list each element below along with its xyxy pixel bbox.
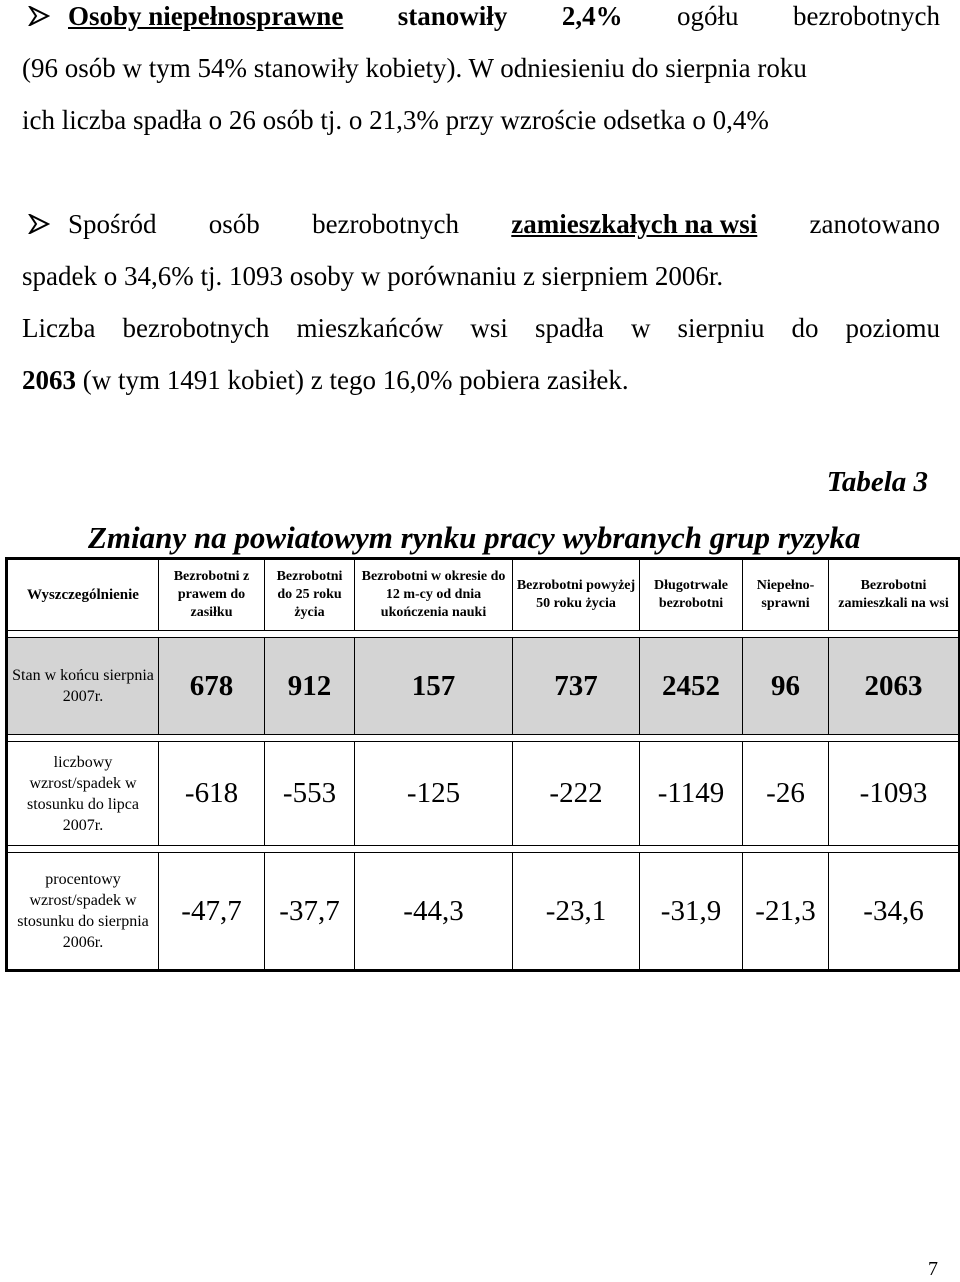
table-row (7, 742, 960, 846)
table-label: Tabela 3 (826, 466, 928, 498)
paragraph2-line1 (22, 198, 940, 250)
row-label: Stan w końcu sierpnia 2007r. (7, 638, 159, 735)
paragraph-rural-residents (22, 198, 940, 406)
table-cell: 96 (743, 638, 829, 735)
word: ogółu (677, 1, 739, 31)
table-cell: 2452 (640, 638, 743, 735)
page-number: 7 (928, 1258, 938, 1280)
table-header-cell: Niepełno-sprawni (743, 559, 829, 631)
table-header-row (7, 559, 960, 631)
table-cell: -26 (743, 742, 829, 846)
table-header-cell: Bezrobotni w okresie do 12 m-cy od dnia ukończenia nauki (355, 559, 513, 631)
table-cell: -47,7 (159, 853, 265, 971)
table-cell: -125 (355, 742, 513, 846)
table-header-cell: Bezrobotni z prawem do zasiłku (159, 559, 265, 631)
table-spacer-row (7, 735, 960, 742)
row-label: liczbowy wzrost/spadek w stosunku do lipca 2007r. (7, 742, 159, 846)
table-cell: 2063 (829, 638, 960, 735)
table-cell: -222 (513, 742, 640, 846)
word: osób (208, 209, 260, 239)
rural-count: 2063 (22, 365, 76, 395)
table-cell: -34,6 (829, 853, 960, 971)
table-header-cell: Wyszczególnienie (7, 559, 159, 631)
table-header-cell: Bezrobotni do 25 roku życia (265, 559, 355, 631)
paragraph2-line2: spadek o 34,6% tj. 1093 osoby w porównaniu z sierpniem 2006r. (22, 261, 724, 291)
paragraph2-line4 (22, 354, 940, 406)
word: Spośród (68, 209, 157, 239)
table-cell: 737 (513, 638, 640, 735)
word: bezrobotnych (793, 1, 940, 31)
paragraph2-line3-text: Liczba bezrobotnych mieszkańców wsi spadła w sierpniu do poziomu (22, 313, 940, 343)
table-cell: 912 (265, 638, 355, 735)
table-cell: -37,7 (265, 853, 355, 971)
arrowhead-bullet-icon (28, 198, 68, 250)
percent-share: 2,4% (561, 1, 623, 31)
table-cell: -1149 (640, 742, 743, 846)
table-cell: -553 (265, 742, 355, 846)
table-spacer-row (7, 846, 960, 853)
highlight-rural-residents: zamieszkałych na wsi (511, 209, 758, 239)
word: bezrobotnych (312, 209, 460, 239)
table-cell: 157 (355, 638, 513, 735)
table-title: Zmiany na powiatowym rynku pracy wybranych grup ryzyka (88, 520, 861, 555)
table-header-cell: Długotrwale bezrobotni (640, 559, 743, 631)
table-row (7, 853, 960, 971)
table-cell: -618 (159, 742, 265, 846)
paragraph2-line3 (22, 302, 940, 354)
table-cell: 678 (159, 638, 265, 735)
paragraph-disabled-persons (22, 0, 940, 146)
table-cell: -44,3 (355, 853, 513, 971)
table-cell: -21,3 (743, 853, 829, 971)
table-cell: -23,1 (513, 853, 640, 971)
table-cell: -31,9 (640, 853, 743, 971)
table-cell: -1093 (829, 742, 960, 846)
table-spacer-row (7, 631, 960, 638)
table-header-cell: Bezrobotni powyżej 50 roku życia (513, 559, 640, 631)
row-label: procentowy wzrost/spadek w stosunku do sierpnia 2006r. (7, 853, 159, 971)
word: zanotowano (809, 209, 940, 239)
arrowhead-bullet-icon (28, 0, 68, 42)
paragraph1-line3: ich liczba spadła o 26 osób tj. o 21,3% przy wzroście odsetka o 0,4% (22, 105, 769, 135)
word: stanowiły (397, 1, 508, 31)
paragraph2-line4-text: (w tym 1491 kobiet) z tego 16,0% pobiera zasiłek. (76, 365, 629, 395)
paragraph1-line2: (96 osób w tym 54% stanowiły kobiety). W odniesieniu do sierpnia roku (22, 53, 807, 83)
highlight-disabled-persons: Osoby niepełnosprawne (68, 1, 344, 31)
risk-groups-table (5, 557, 960, 972)
paragraph1-line1 (22, 0, 940, 42)
table-row (7, 638, 960, 735)
table-header-cell: Bezrobotni zamieszkali na wsi (829, 559, 960, 631)
